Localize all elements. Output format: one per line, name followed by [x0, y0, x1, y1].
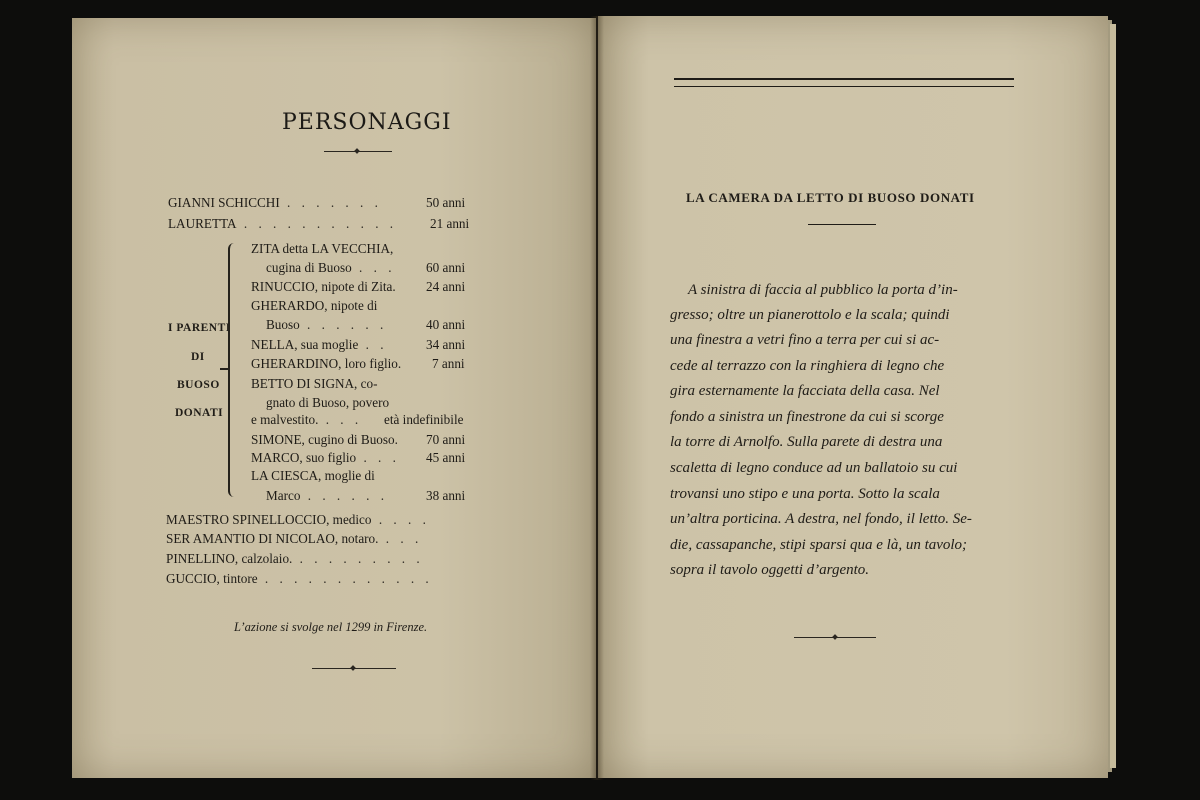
relative-age: 7 anni: [432, 356, 465, 371]
relative-line: SIMONE, cugino di Buoso.: [251, 432, 398, 447]
leader-dots: . . .: [378, 531, 423, 546]
relative-text: Buoso: [266, 317, 300, 332]
relative-text: cugina di Buoso: [266, 260, 352, 275]
character-row: [166, 532, 422, 545]
relative-text: NELLA, sua moglie: [251, 337, 359, 352]
description-line: una finestra a vetri fino a terra per cui si ac-: [670, 332, 940, 348]
character-row: [166, 513, 430, 526]
character-name: PINELLINO, calzolaio.: [166, 551, 293, 566]
description-line: cede al terrazzo con la ringhiera di legno che: [670, 358, 945, 374]
relative-age: 40 anni: [426, 317, 466, 332]
character-row: [166, 552, 424, 565]
relative-age: 24 anni: [426, 279, 466, 294]
relative-age: 34 anni: [426, 337, 466, 352]
description-line: A sinistra di faccia al pubblico la porta d’in-: [688, 282, 958, 298]
leader-dots: . . . . . .: [300, 488, 388, 503]
character-name: GIANNI SCHICCHI: [168, 195, 280, 210]
relative-line: BETTO DI SIGNA, co-: [251, 376, 378, 391]
character-row: [166, 572, 433, 585]
relative-line: GHERARDO, nipote di: [251, 298, 378, 313]
character-name: MAESTRO SPINELLOCCIO, medico: [166, 512, 372, 527]
relative-line: [251, 338, 388, 351]
leader-dots: . .: [358, 337, 388, 352]
setting-caption: L’azione si svolge nel 1299 in Firenze.: [234, 620, 428, 634]
relative-text: e malvestito.: [251, 412, 319, 427]
description-line: la torre di Arnolfo. Sulla parete di destra una: [670, 434, 943, 450]
description-line: trovansi uno stipo e una porta. Sotto la scala: [670, 486, 940, 502]
character-name: GUCCIO, tintore: [166, 571, 258, 586]
description-line: un’altra porticina. A destra, nel fondo, il letto. Se-: [670, 511, 972, 527]
leader-dots: . . . . . .: [299, 317, 388, 332]
character-row: [168, 196, 382, 209]
page-title: PERSONAGGI: [282, 110, 452, 135]
relative-age: età indefinibile: [384, 412, 464, 427]
relative-line: [266, 261, 396, 274]
header-rule-thin: [674, 86, 1014, 87]
header-rule-thick: [674, 78, 1014, 80]
relative-line: GHERARDINO, loro figlio.: [251, 356, 402, 371]
leader-dots: . . . . . . . . . . . .: [257, 571, 433, 586]
relative-line: ZITA detta LA VECCHIA,: [251, 241, 394, 256]
relative-line: [266, 489, 388, 502]
leader-dots: . . . .: [371, 512, 430, 527]
leader-dots: . . .: [318, 412, 363, 427]
description-line: gira esternamente la facciata della casa. Nel: [670, 383, 940, 399]
description-line: gresso; oltre un pianerottolo e la scala; quindi: [670, 307, 950, 323]
relative-line: gnato di Buoso, povero: [266, 395, 390, 410]
leader-dots: . . . . . . . . .: [292, 551, 424, 566]
relative-text: MARCO, suo figlio: [251, 450, 357, 465]
description-line: die, cassapanche, stipi sparsi qua e là, un tavolo;: [670, 537, 968, 553]
description-line: scaletta di legno conduce ad un ballatoio su cui: [670, 460, 958, 476]
leader-dots: . . .: [351, 260, 396, 275]
description-line: fondo a sinistra un finestrone da cui si scorge: [670, 409, 944, 425]
character-age: 50 anni: [426, 195, 466, 210]
character-name: SER AMANTIO DI NICOLAO, notaro.: [166, 531, 379, 546]
relative-line: [251, 451, 400, 464]
leader-dots: . . . . . . . . . . .: [236, 216, 398, 231]
relative-age: 70 anni: [426, 432, 466, 447]
scene-title: LA CAMERA DA LETTO DI BUOSO DONATI: [686, 190, 975, 205]
relative-text: Marco: [266, 488, 301, 503]
group-label-line: DI: [191, 351, 205, 363]
scene-title-underline: [808, 224, 876, 225]
page-edges-inner: [1110, 24, 1116, 768]
description-line: sopra il tavolo oggetti d’argento.: [670, 562, 870, 578]
relative-line: [266, 318, 387, 331]
character-name: LAURETTA: [168, 216, 237, 231]
group-label-line: DONATI: [175, 407, 224, 419]
relative-line: RINUCCIO, nipote di Zita.: [251, 279, 396, 294]
character-row: [168, 217, 397, 230]
relative-line: LA CIESCA, moglie di: [251, 468, 375, 483]
character-age: 21 anni: [430, 216, 470, 231]
group-label-line: I PARENTI: [168, 322, 231, 334]
relative-age: 45 anni: [426, 450, 466, 465]
relatives-brace-tip: [220, 368, 229, 370]
relative-age: 60 anni: [426, 260, 466, 275]
leader-dots: . . . . . . .: [279, 195, 382, 210]
book-gutter: [590, 16, 604, 780]
group-label-line: BUOSO: [177, 379, 220, 391]
relative-age: 38 anni: [426, 488, 466, 503]
relatives-brace: [228, 243, 240, 497]
relative-line: [251, 413, 362, 426]
leader-dots: . . .: [356, 450, 400, 465]
